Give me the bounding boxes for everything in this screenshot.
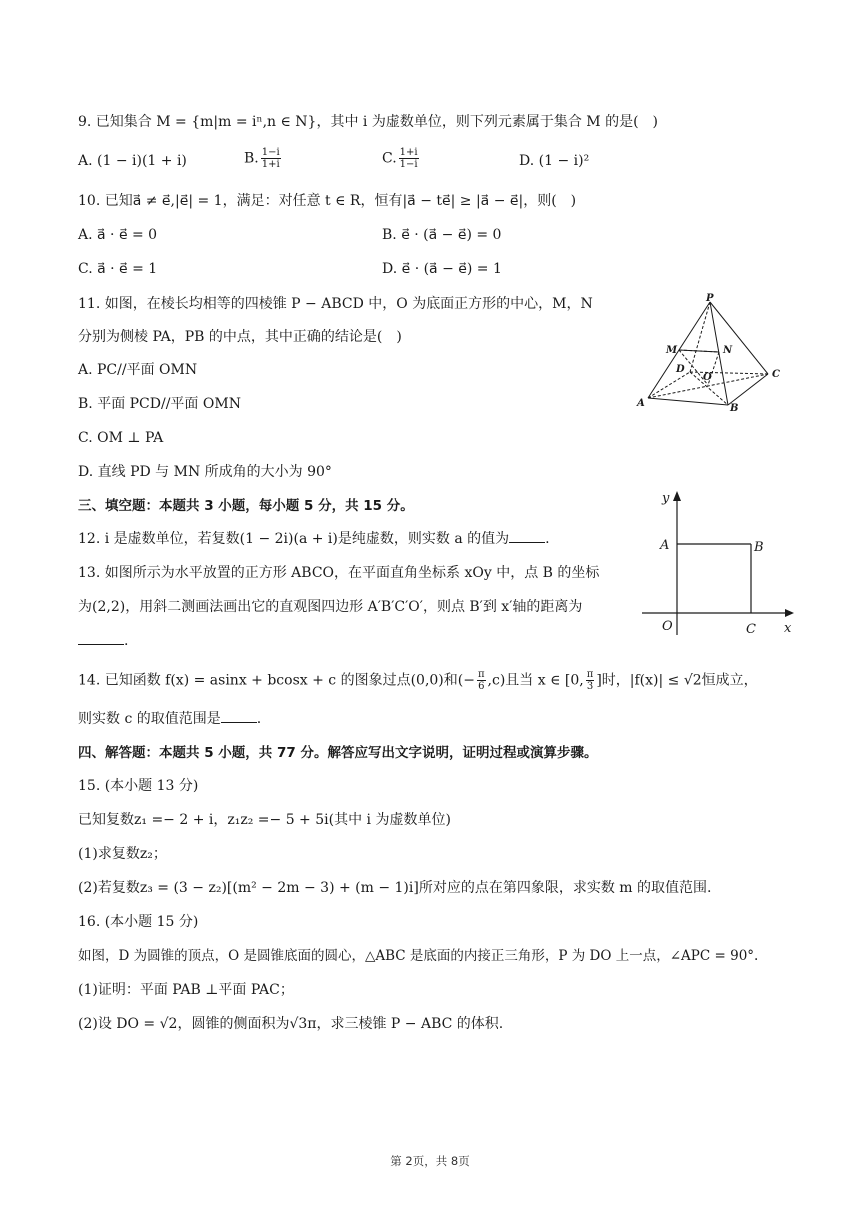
q11-line1: 11. 如图，在棱长均相等的四棱锥 P − ABCD 中，O 为底面正方形的中心，M，N: [78, 296, 593, 312]
q15-part2: (2)若复数z₃ = (3 − z₂)[(m² − 2m − 3) + (m − 1)i]所对应的点在第四象限，求实数 m 的取值范围.: [78, 880, 712, 896]
q14-line1: 14. 已知函数 f(x) = asinx + bcosx + c 的图象过点(0,0)和(− $\frac{\pi}{6}$ ,c)且当 x ∈ [0, $\frac{\pi}{3}$ ]时，|f(x)| ≤ √2恒成立，: [78, 669, 758, 692]
q13-line3: .: [78, 632, 128, 650]
axes-label-y: y: [662, 491, 670, 506]
q15-part1: (1)求复数z₂；: [78, 846, 167, 862]
q15-header: 15. (本小题 13 分): [78, 778, 199, 794]
page-footer: 第 2页，共 8页: [390, 1154, 470, 1168]
pyramid-label-n: N: [723, 345, 733, 356]
q14-line2: 则实数 c 的取值范围是 .: [78, 711, 262, 727]
axes-label-c: C: [746, 622, 756, 637]
pyramid-label-m: M: [666, 345, 678, 356]
q13-line2: 为(2,2)，用斜二测画法画出它的直观图四边形 A′B′C′O′，则点 B′到 x′轴的距离为: [78, 599, 583, 615]
q13-line1: 13. 如图所示为水平放置的正方形 ABCO，在平面直角坐标系 xOy 中，点 B 的坐标: [78, 565, 600, 581]
q9-option-b: B. $\frac{1-i}{1+i}$: [244, 147, 280, 170]
q10-option-b: B. e⃗ · (a⃗ − e⃗) = 0: [382, 227, 502, 243]
pyramid-label-o: O: [703, 372, 712, 383]
q9-option-c: C. $\frac{1+i}{1-i}$: [382, 147, 418, 170]
section4-heading: 四、解答题：本题共 5 小题，共 77 分。解答应写出文字说明，证明过程或演算步骤。: [78, 745, 598, 761]
q10-option-d: D. e⃗ · (a⃗ − e⃗) = 1: [382, 261, 502, 277]
pyramid-label-c: C: [772, 369, 780, 380]
q9-option-d: D. (1 − i)²: [519, 153, 590, 169]
q10-option-a: A. a⃗ · e⃗ = 0: [78, 227, 158, 243]
pyramid-label-p: P: [706, 293, 714, 304]
q12-text: 12. i 是虚数单位，若复数(1 − 2i)(a + i)是纯虚数，则实数 a 的值为 .: [78, 531, 550, 547]
q10-option-c: C. a⃗ · e⃗ = 1: [78, 261, 158, 277]
q16-given: 如图，D 为圆锥的顶点，O 是圆锥底面的圆心，△ABC 是底面的内接正三角形，P 为 DO 上一点，∠APC = 90°.: [78, 948, 759, 964]
pyramid-figure: [630, 290, 790, 420]
pyramid-label-b: B: [730, 403, 739, 414]
q11-option-a: A. PC//平面 OMN: [78, 362, 198, 378]
q10-stem: 10. 已知a⃗ ≠ e⃗,|e⃗| = 1，满足：对任意 t ∈ R，恒有|a⃗ − te⃗| ≥ |a⃗ − e⃗|，则( ): [78, 193, 577, 209]
axes-label-a: A: [660, 538, 670, 553]
q9-stem: 9. 已知集合 M = {m|m = iⁿ,n ∈ N}，其中 i 为虚数单位，则下列元素属于集合 M 的是( ): [78, 114, 658, 130]
pyramid-label-a: A: [637, 398, 645, 409]
pyramid-label-d: D: [676, 364, 685, 375]
square-axes-figure: [640, 485, 800, 645]
q16-header: 16. (本小题 15 分): [78, 914, 199, 930]
q15-given: 已知复数z₁ =− 2 + i，z₁z₂ =− 5 + 5i(其中 i 为虚数单位): [78, 812, 451, 828]
q16-part2: (2)设 DO = √2，圆锥的侧面积为√3π，求三棱锥 P − ABC 的体积.: [78, 1016, 504, 1032]
q11-option-c: C. OM ⊥ PA: [78, 430, 164, 446]
axes-label-x: x: [784, 621, 792, 636]
q9-option-a: A. (1 − i)(1 + i): [78, 153, 187, 169]
axes-label-b: B: [754, 540, 764, 555]
q11-option-d: D. 直线 PD 与 MN 所成角的大小为 90°: [78, 464, 332, 480]
q11-option-b: B. 平面 PCD//平面 OMN: [78, 396, 241, 412]
axes-label-o: O: [662, 619, 673, 634]
q11-line2: 分别为侧棱 PA，PB 的中点，其中正确的结论是( ): [78, 329, 402, 345]
q16-part1: (1)证明：平面 PAB ⊥平面 PAC；: [78, 982, 294, 998]
section3-heading: 三、填空题：本题共 3 小题，每小题 5 分，共 15 分。: [78, 498, 414, 514]
